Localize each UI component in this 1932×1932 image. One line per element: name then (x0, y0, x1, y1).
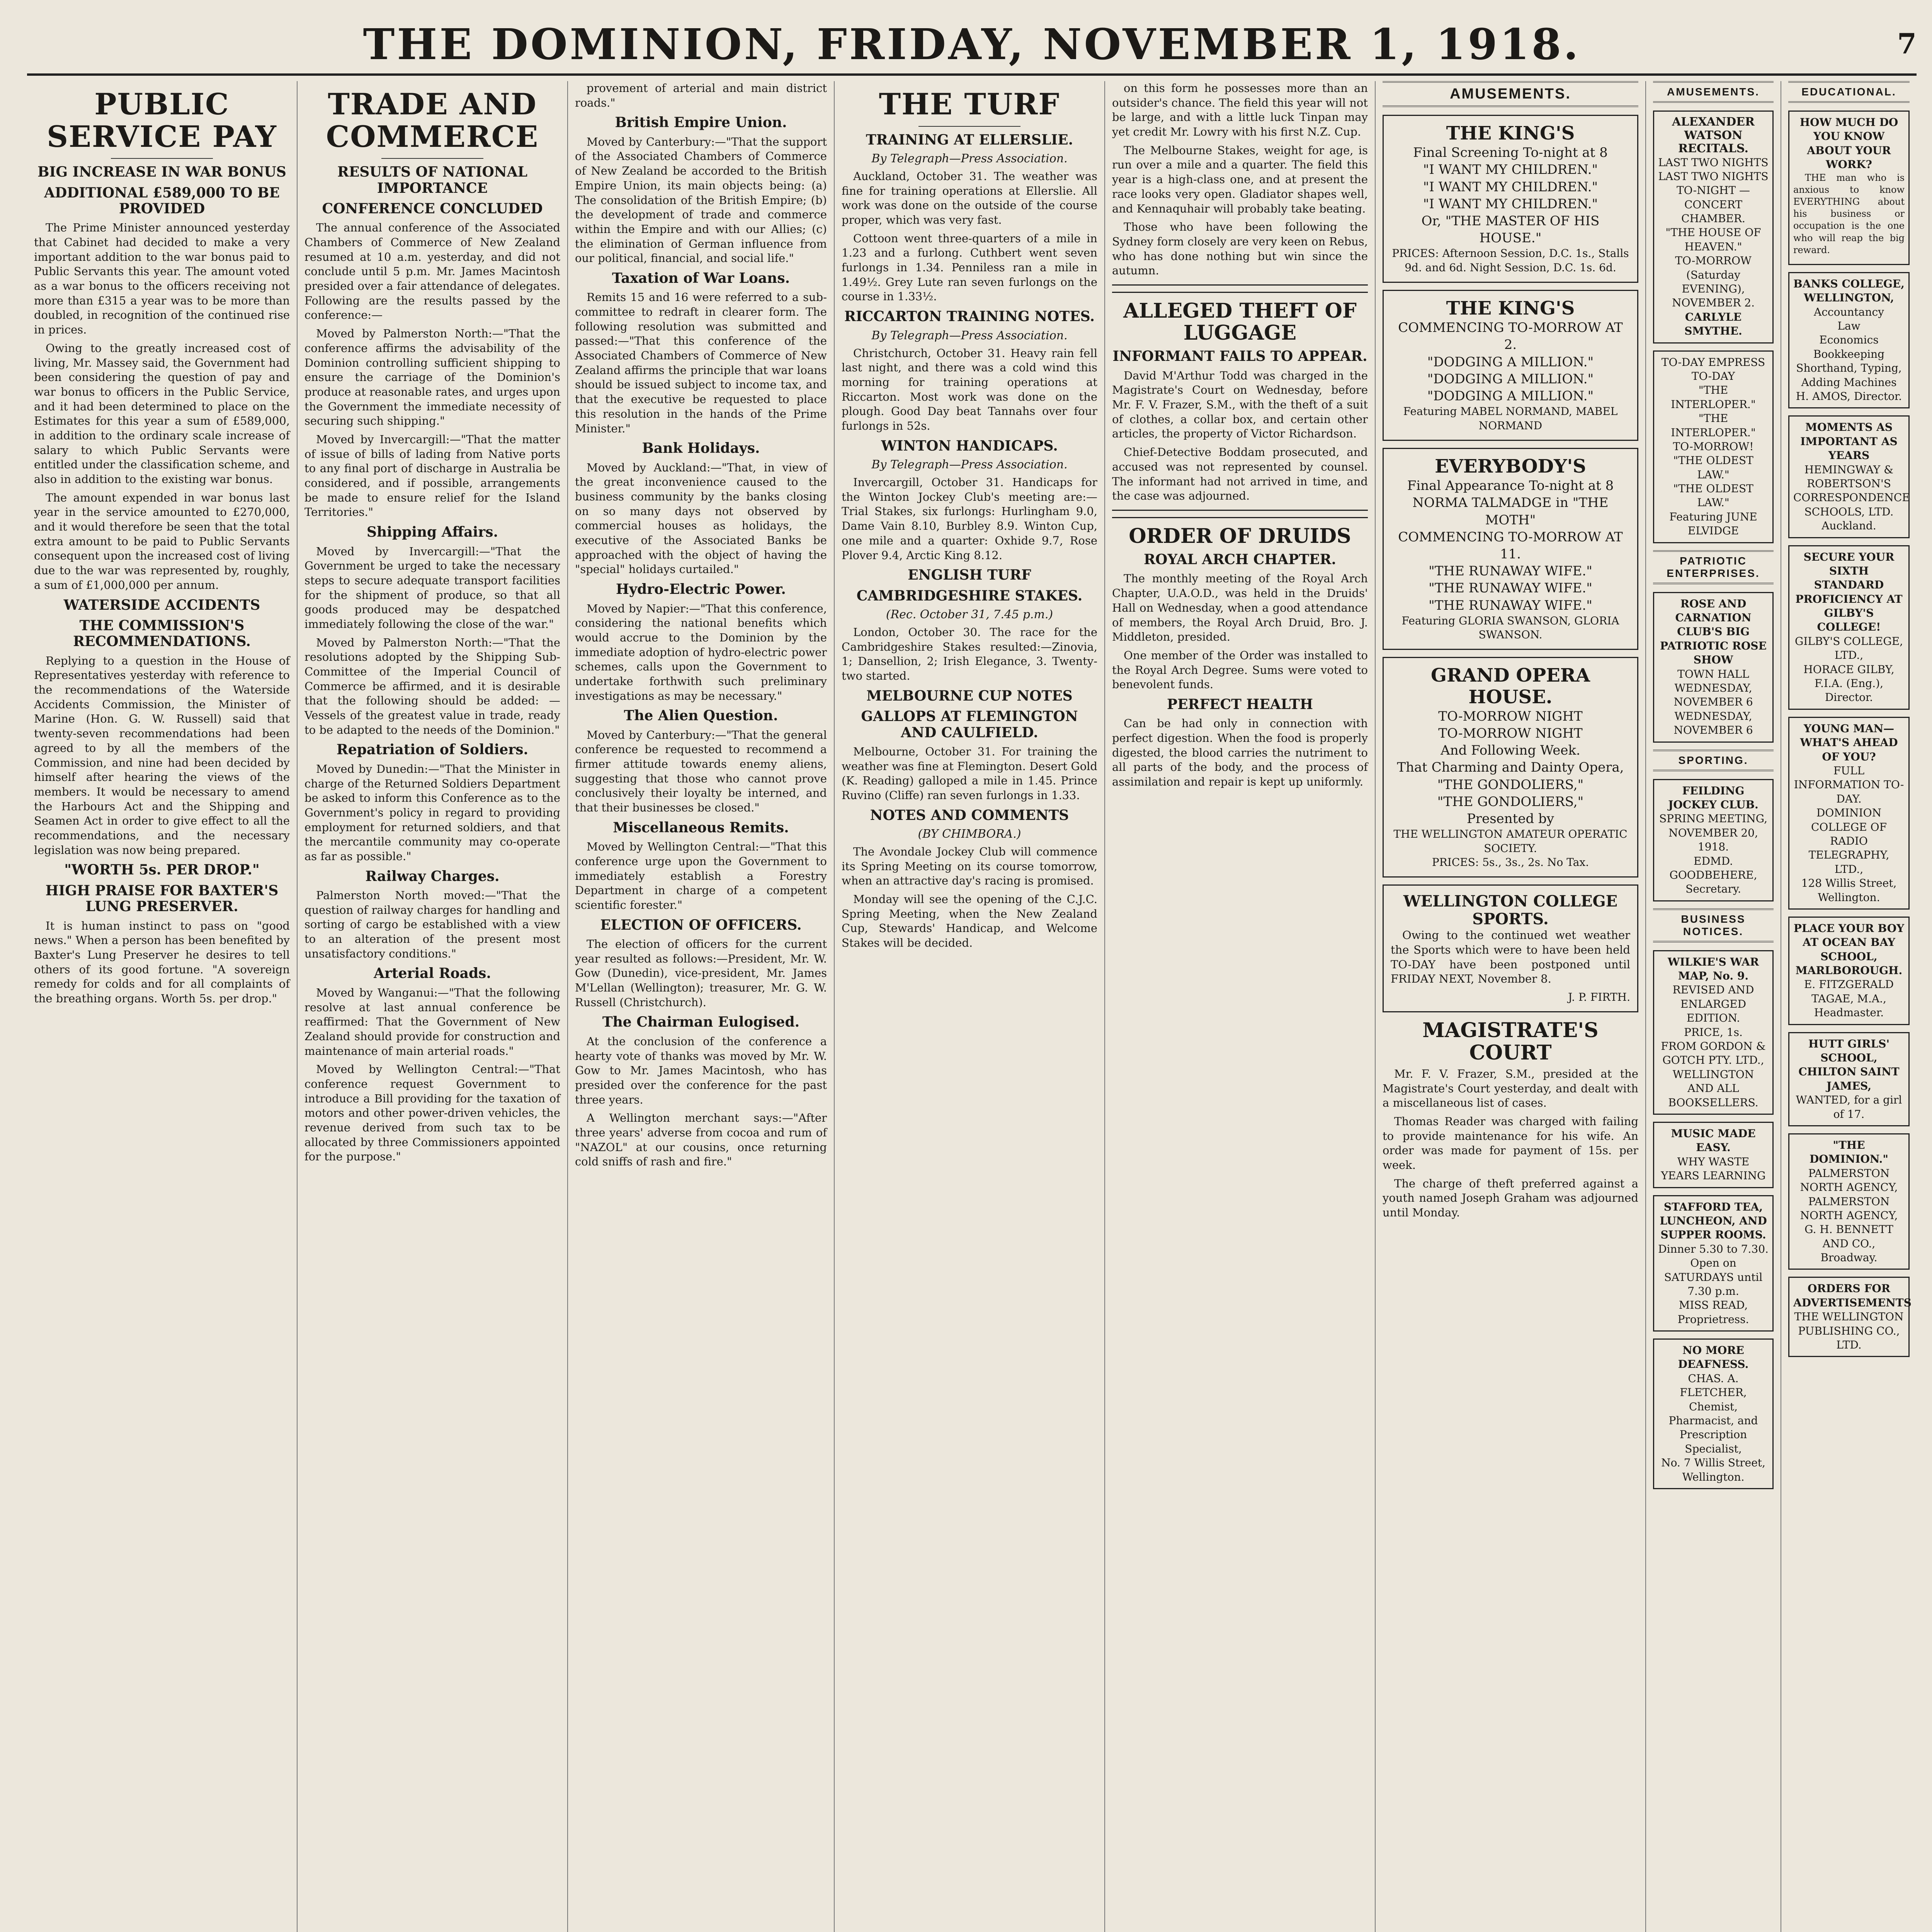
ad-body: Owing to the continued wet weather the Sports which were to have been held TO-DAY have been postponed until FRIDAY NEXT, November 8. (1391, 929, 1630, 986)
ad-line: Final Screening To-night at 8 (1413, 145, 1608, 161)
subhead-baxters: HIGH PRAISE FOR BAXTER'S LUNG PRESERVER. (45, 882, 279, 915)
ad-line: 128 Willis Street, Wellington. (1801, 877, 1897, 904)
ad-title: EVERYBODY'S (1435, 456, 1586, 477)
ad-title: STAFFORD TEA, LUNCHEON, AND SUPPER ROOMS. (1660, 1200, 1767, 1242)
article-paragraph: Moved by Wellington Central:—"That conference request Government to introduce a Bill providing for the taxation of motors and other power-driven vehicles, the revenue derived from such tax to be allocated by three Commissioners appointed for the purpose." (304, 1063, 560, 1163)
ad-line: TO-MORROW (Saturday EVENING), NOVEMBER 2. (1672, 254, 1755, 310)
ad-title: "THE DOMINION." (1810, 1138, 1888, 1166)
ad-title: WILKIE'S WAR MAP, No. 9. (1667, 955, 1759, 983)
ad-line: No. 7 Willis Street, Wellington. (1661, 1456, 1765, 1483)
section-bar-amusements: AMUSEMENTS. (1383, 81, 1638, 107)
heading-hydro-electric: Hydro-Electric Power. (616, 581, 786, 598)
ad-line: "THE INTERLOPER." (1671, 412, 1756, 439)
ad-title: HOW MUCH DO YOU KNOW ABOUT YOUR WORK? (1799, 116, 1898, 171)
ad-line: COMMENCING TO-MORROW AT 11. (1398, 529, 1623, 562)
music-ad (1653, 1122, 1774, 1188)
ad-line: Open on SATURDAYS until 7.30 p.m. (1664, 1257, 1763, 1298)
ad-line: LAST TWO NIGHTS (1658, 156, 1769, 169)
ad-line: EDMD. GOODBEHERE, Secretary. (1669, 854, 1757, 896)
ad-line: REVISED AND ENLARGED EDITION. (1672, 983, 1754, 1025)
heading-alien-question: The Alien Question. (624, 707, 778, 724)
ad-title: SECURE YOUR SIXTH STANDARD PROFICIENCY AT GILBY'S COLLEGE! (1795, 550, 1903, 634)
ad-line: "DODGING A MILLION." (1427, 371, 1594, 387)
ad-line: Dinner 5.30 to 7.30. (1658, 1242, 1769, 1255)
heading-bank-holidays: Bank Holidays. (642, 440, 760, 457)
section-bar-business: BUSINESS NOTICES. (1653, 908, 1774, 942)
ad-line: "THE GONDOLIERS," (1437, 777, 1584, 793)
article-paragraph: Owing to the greatly increased cost of living, Mr. Massey said, the Government had been considering the question of pay and war bonus to officers in the Public Service, and it had been determined to place on the Estimates for this year a sum of £589,000, in addition to the ordinary scale increase of salary to which Public Servants were entitled under the classification scheme, and also in addition to the existing war bonus. (34, 341, 290, 486)
ad-line: WEDNESDAY, NOVEMBER 6 (1673, 709, 1753, 737)
ad-line: AND ALL BOOKSELLERS. (1668, 1082, 1759, 1109)
article-paragraph: provement of arterial and main district roads." (575, 82, 827, 109)
article-paragraph: At the conclusion of the conference a hearty vote of thanks was moved by Mr. W. Gow to Mr. James Macintosh, who has presided over the conference for the past three years. (575, 1034, 827, 1106)
column-public-service (27, 81, 298, 1932)
ad-line: FULL INFORMATION TO-DAY. (1794, 764, 1904, 805)
ad-line: TO-MORROW! (1673, 440, 1754, 453)
ad-line: FROM GORDON & GOTCH PTY. LTD., WELLINGTON (1661, 1040, 1766, 1081)
article-paragraph: Moved by Invercargill:—"That the matter of issue of bills of lading from Native ports to any final port of discharge in Australia be considered, and if possible, arrangements be made to ensure relief for the Island Territories." (304, 432, 560, 519)
byline: By Telegraph—Press Association. (871, 458, 1068, 472)
ad-title: ORDERS FOR ADVERTISEMENTS (1793, 1282, 1912, 1309)
ad-line: "THE OLDEST LAW." (1673, 482, 1753, 509)
divider (918, 126, 1021, 127)
heading-misc-remits: Miscellaneous Remits. (613, 819, 789, 836)
heading-railway-charges: Railway Charges. (365, 868, 500, 884)
subhead-cambridgeshire: CAMBRIDGESHIRE STAKES. (856, 587, 1083, 604)
everybodys-ad (1383, 448, 1638, 650)
column-trade-continued (568, 81, 835, 1932)
article-paragraph: Invercargill, October 31. Handicaps for the Winton Jockey Club's meeting are:— Trial Stakes, six furlongs: Hurlingham 9.0, Dame Vain 8.10, Burbley 8.9. Winton Cup, one mile and a quarter: Oxhide 9.7, Rose Plover 9.4, Arctic King 8.12. (842, 476, 1097, 562)
how-much-ad (1788, 111, 1910, 265)
article-paragraph: Cottoon went three-quarters of a mile in 1.23 and a furlong. Cuthbert went seven furlongs in 1.34. Penniless ran a mile in 1.49½. Grey Lute ran seven furlongs on the course in 1.33½. (842, 231, 1097, 303)
ad-line: MISS READ, Proprietress. (1677, 1299, 1749, 1326)
column-educational (1781, 81, 1917, 1932)
article-paragraph: Moved by Wanganui:—"That the following resolve at last annual conference be reaffirmed: That the Government of New Zealand should provide for construction and maintenance of main arterial roads." (304, 986, 560, 1058)
ad-line: H. AMOS, Director. (1796, 390, 1902, 403)
subhead-national-importance: RESULTS OF NATIONAL IMPORTANCE (337, 164, 527, 196)
subhead-informant: INFORMANT FAILS TO APPEAR. (1112, 348, 1367, 365)
article-paragraph: The annual conference of the Associated Chambers of Commerce of New Zealand resumed at 10 a.m. yesterday, and did not conclude until 5 p.m. Mr. James Macintosh presided over a fair attendance of delegates. Following are the results passed by the conference:— (304, 221, 560, 322)
college-sports-ad (1383, 884, 1638, 1012)
ad-line: THE WELLINGTON PUBLISHING CO., LTD. (1794, 1310, 1904, 1352)
article-paragraph: Moved by Palmerston North:—"That the conference affirms the advisability of the Dominion controlling sufficient shipping to ensure the carriage of the Dominion's produce at reasonable rates, and urges upon the Government the immediate necessity of securing such shipping." (304, 327, 560, 428)
column-amusements-2-body (1646, 81, 1781, 1932)
ad-line: WEDNESDAY, NOVEMBER 6 (1673, 682, 1753, 709)
ad-line: G. H. BENNETT AND CO., Broadway. (1804, 1223, 1893, 1264)
ad-line: HEMINGWAY & ROBERTSON'S CORRESPONDENCE SCHOOLS, LTD. (1793, 463, 1910, 518)
ad-line: "THE RUNAWAY WIFE." (1429, 563, 1592, 579)
article-paragraph: Replying to a question in the House of Representatives yesterday with reference to the recommendations of the Waterside Accidents Commission, the Minister of Marine (Hon. G. W. Russell) said that twenty-seven recommendations had been agreed to by all the members of the Commission, and nine had been decided by himself after hearing the views of the members. It would be necessary to amend the Harbours Act and the Shipping and Seamen Act in order to give effect to all the recommendations, and the necessary legislation was now being prepared. (34, 654, 290, 857)
ad-title: NO MORE DEAFNESS. (1678, 1344, 1749, 1371)
ad-line: E. FITZGERALD TAGAE, M.A., Headmaster. (1804, 978, 1894, 1019)
ad-line: "I WANT MY CHILDREN." (1423, 179, 1598, 195)
section-bar-sporting: SPORTING. (1653, 750, 1774, 771)
heading-melbourne-cup: MELBOURNE CUP NOTES (866, 687, 1073, 704)
ad-line: PALMERSTON NORTH AGENCY, (1800, 1167, 1898, 1194)
ad-prices: PRICES: 5s., 3s., 2s. No Tax. (1432, 855, 1589, 869)
banks-college-ad (1788, 272, 1910, 409)
ad-line: "THE INTERLOPER." (1671, 384, 1756, 411)
article-paragraph: A Wellington merchant says:—"After three years' adverse from cocoa and rum of "NAZOL" at our cousins, once returning cold sniffs of rash and fire." (575, 1111, 827, 1168)
ad-title: HUTT GIRLS' SCHOOL, CHILTON SAINT JAMES, (1798, 1037, 1900, 1092)
article-paragraph: Moved by Dunedin:—"That the Minister in charge of the Returned Soldiers Department be asked to inform this Conference as to the Government's policy in regard to providing employment for returned soldiers, and that the mercantile community may co-operate as far as possible." (304, 762, 560, 863)
headline-druids: ORDER OF DRUIDS (1129, 524, 1351, 548)
article-paragraph: Chief-Detective Boddam prosecuted, and accused was not represented by counsel. The informant had not arrived in time, and the case was adjourned. (1112, 446, 1368, 503)
article-paragraph: Auckland, October 31. The weather was fine for training operations at Ellerslie. All work was done on the outside of the course proper, which was very fast. (842, 169, 1097, 227)
feilding-jockey-ad (1653, 779, 1774, 901)
heading-shipping-affairs: Shipping Affairs. (367, 524, 498, 541)
ad-line: Shorthand, Typing, Adding Machines (1796, 362, 1902, 389)
subhead-additional-funds: ADDITIONAL £589,000 TO BE PROVIDED (44, 184, 280, 217)
ad-title: FEILDING JOCKEY CLUB. (1668, 784, 1759, 811)
ad-line: Final Appearance To-night at 8 (1407, 478, 1614, 494)
heading-british-empire-union: British Empire Union. (615, 114, 787, 131)
ad-line: "I WANT MY CHILDREN." (1423, 196, 1598, 212)
heading-taxation: Taxation of War Loans. (612, 270, 790, 286)
ad-line: "THE GONDOLIERS," (1437, 794, 1584, 810)
subhead-conference-concluded: CONFERENCE CONCLUDED (322, 200, 543, 217)
heading-perfect-health: PERFECT HEALTH (1167, 696, 1313, 713)
ad-line: TO-MORROW NIGHT (1438, 708, 1583, 724)
ad-line: "THE RUNAWAY WIFE." (1429, 597, 1592, 613)
heading-repatriation: Repatriation of Soldiers. (336, 742, 529, 758)
heading-english-turf: ENGLISH TURF (908, 567, 1031, 583)
ad-title: MOMENTS AS IMPORTANT AS YEARS (1800, 421, 1898, 462)
war-map-ad (1653, 950, 1774, 1115)
subhead-war-bonus: BIG INCREASE IN WAR BONUS (37, 164, 286, 180)
byline: (Rec. October 31, 7.45 p.m.) (886, 607, 1053, 621)
empress-ad (1653, 350, 1774, 543)
ad-line: "THE RUNAWAY WIFE." (1429, 580, 1592, 596)
heading-chairman: The Chairman Eulogised. (602, 1014, 800, 1031)
ad-line: Chemist, Pharmacist, and Prescription Specialist, (1668, 1400, 1758, 1455)
ad-line: PALMERSTON NORTH AGENCY, (1800, 1195, 1898, 1222)
column-amusements-1 (1376, 81, 1646, 1932)
ad-line: THE WELLINGTON AMATEUR OPERATIC SOCIETY. (1393, 828, 1628, 855)
article-paragraph: The charge of theft preferred against a youth named Joseph Graham was adjourned until Monday. (1383, 1177, 1638, 1219)
byline: By Telegraph—Press Association. (871, 151, 1068, 165)
ad-line: Or, "THE MASTER OF HIS HOUSE." (1421, 213, 1600, 246)
ad-title: PLACE YOUR BOY AT OCEAN BAY SCHOOL, MARLBOROUGH. (1793, 922, 1905, 977)
ad-line: "I WANT MY CHILDREN." (1423, 162, 1598, 178)
deafness-ad (1653, 1338, 1774, 1489)
heading-arterial-roads: Arterial Roads. (374, 965, 491, 982)
ad-line: TO-DAY EMPRESS TO-DAY (1661, 355, 1765, 383)
ad-line: Presented by (1466, 811, 1554, 827)
article-paragraph: Thomas Reader was charged with failing to provide maintenance for his wife. An order was made for payment of 15s. per week. (1383, 1114, 1638, 1172)
advertisement-orders-ad (1788, 1277, 1910, 1357)
heading-ellerslie: TRAINING AT ELLERSLIE. (866, 131, 1073, 148)
article-paragraph: Christchurch, October 31. Heavy rain fell last night, and there was a cold wind this morning for training operations at Riccarton. Most work was done on the plough. Good Day beat Tannahs over four furlongs in 52s. (842, 346, 1097, 432)
subhead-commission: THE COMMISSION'S RECOMMENDATIONS. (73, 617, 251, 650)
ad-line: That Charming and Dainty Opera, (1397, 760, 1624, 776)
ad-line: TO-MORROW NIGHT (1438, 726, 1583, 742)
ad-line: LAST TWO NIGHTS (1658, 170, 1769, 183)
article-paragraph: The monthly meeting of the Royal Arch Chapter, U.A.O.D., was held in the Druids' Hall on Wednesday, when a good attendance of members, the Royal Arch Druid, Bro. J. Middleton, presided. (1112, 572, 1368, 644)
section-bar-amusements-2: AMUSEMENTS. (1653, 81, 1774, 103)
section-divider (1112, 510, 1368, 518)
ad-line: WANTED, for a girl of 17. (1796, 1094, 1902, 1121)
headline-luggage-theft: ALLEGED THEFT OF LUGGAGE (1123, 299, 1357, 345)
heading-waterside-accidents: WATERSIDE ACCIDENTS (63, 597, 260, 613)
kings-theatre-ad (1383, 115, 1638, 283)
rose-show-ad (1653, 592, 1774, 743)
section-divider (1112, 284, 1368, 293)
article-paragraph: Moved by Canterbury:—"That the support of the Associated Chambers of Commerce of New Zealand be accorded to the British Empire Union, its main objects being: (a) The consolidation of the British Empire; (b) the development of trade and commerce within the Empire and with our Allies; (c) the elimination of German influence from our political, financial, and social life." (575, 135, 827, 265)
ad-line: CHAS. A. FLETCHER, (1680, 1372, 1747, 1399)
article-paragraph: Can be had only in connection with perfect digestion. When the food is properly digested, the blood carries the nutriment to all parts of the body, and the process of assimilation and repair is kept up uniformly. (1112, 717, 1368, 789)
ad-line: Featuring JUNE ELVIDGE (1669, 510, 1757, 537)
ad-line: NORMA TALMADGE in "THE MOTH" (1412, 495, 1609, 528)
ad-line: "DODGING A MILLION." (1427, 388, 1594, 404)
byline: By Telegraph—Press Association. (871, 328, 1068, 342)
ad-line: GILBY'S COLLEGE, LTD., (1794, 634, 1903, 662)
stafford-tea-ad (1653, 1195, 1774, 1332)
ad-line: WHY WASTE YEARS LEARNING (1661, 1155, 1766, 1182)
dominion-agency-ad (1788, 1133, 1910, 1270)
ad-line: Law (1837, 320, 1861, 333)
article-paragraph: David M'Arthur Todd was charged in the Magistrate's Court on Wednesday, before Mr. F. V. Frazer, S.M., with the theft of a suit of clothes, a collar box, and certain other articles, the property of Victor Richardson. (1112, 369, 1368, 440)
heading-worth-per-drop: "WORTH 5s. PER DROP." (64, 862, 260, 878)
ad-line: TOWN HALL (1677, 667, 1749, 680)
article-paragraph: One member of the Order was installed to the Royal Arch Degree. Sums were voted to benevolent funds. (1112, 648, 1368, 691)
article-paragraph: Moved by Canterbury:—"That the general conference be requested to recommend a firmer attitude towards enemy aliens, suggesting that those who cannot prove conclusively their loyalty be interned, and that their businesses be closed." (575, 728, 827, 815)
subhead-gallops: GALLOPS AT FLEMINGTON AND CAULFIELD. (861, 708, 1078, 741)
grand-opera-house-ad (1383, 657, 1638, 878)
column-news (1105, 81, 1376, 1932)
ad-line: TO-NIGHT — CONCERT CHAMBER. (1676, 184, 1750, 225)
hutt-girls-school-ad (1788, 1032, 1910, 1126)
ad-line: Auckland. (1821, 519, 1876, 532)
article-paragraph: Remits 15 and 16 were referred to a sub-committee to redraft in clearer form. The following resolution was submitted and passed:—"That this conference of the Associated Chambers of Commerce of New Zealand affirms the principle that war loans should be issued subject to income tax, and that the executive be requested to place this resolution in the hands of the Prime Minister." (575, 291, 827, 435)
ad-line: HORACE GILBY, F.I.A. (Eng.), Director. (1803, 663, 1895, 704)
heading-winton: WINTON HANDICAPS. (881, 437, 1058, 454)
article-paragraph: London, October 30. The race for the Cambridgeshire Stakes resulted:—Zinovia, 1; Dansellion, 2; Irish Elegance, 3. Twenty-two started. (842, 625, 1097, 683)
article-paragraph: The Melbourne Stakes, weight for age, is run over a mile and a quarter. The field this year is a high-class one, and at present the race looks very open. Gladiator shapes well, and Kennaquhair will probably take beating. (1112, 143, 1368, 215)
ad-line: "THE HOUSE OF HEAVEN." (1665, 226, 1761, 253)
ad-title: YOUNG MAN— WHAT'S AHEAD OF YOU? (1800, 722, 1898, 763)
ad-line: NOVEMBER 20, 1918. (1668, 826, 1758, 854)
headline-turf: THE TURF (879, 87, 1060, 121)
ad-title: MUSIC MADE EASY. (1671, 1127, 1756, 1154)
article-paragraph: Mr. F. V. Frazer, S.M., presided at the Magistrate's Court yesterday, and dealt with a miscellaneous list of cases. (1383, 1067, 1638, 1110)
ad-title: THE KING'S (1446, 122, 1575, 144)
headline-public-service-pay: PUBLIC SERVICE PAY (47, 87, 277, 154)
ad-line: Accountancy (1814, 305, 1884, 318)
column-trade-commerce (298, 81, 568, 1932)
ad-line: And Following Week. (1440, 743, 1580, 759)
gilbys-college-ad (1788, 545, 1910, 710)
article-paragraph: Moved by Auckland:—"That, in view of the great inconvenience caused to the business community by the banks closing on so many days not observed by commercial houses as holidays, the executive of the Associated Banks be approached with the object of having the "special" holidays curtailed." (575, 461, 827, 576)
article-paragraph: The Prime Minister announced yesterday that Cabinet had decided to make a very important addition to the war bonus paid to Public Servants this year. The amount voted as a war bonus to the officers receiving not more than £315 a year was to be more than doubled, in recognition of the continued rise in prices. (34, 221, 290, 337)
article-paragraph: The Avondale Jockey Club will commence its Spring Meeting on its course tomorrow, when an attractive day's racing is promised. (842, 845, 1097, 888)
heading-riccarton: RICCARTON TRAINING NOTES. (844, 308, 1095, 325)
ad-line: Featuring GLORIA SWANSON, GLORIA SWANSON. (1401, 614, 1619, 641)
column-turf (835, 81, 1105, 1932)
ad-title: ROSE AND CARNATION CLUB'S BIG PATRIOTIC ROSE SHOW (1660, 597, 1767, 667)
article-paragraph: Those who have been following the Sydney form closely are very keen on Rebus, who has done nothing but win since the autumn. (1112, 220, 1368, 277)
ad-title: GRAND OPERA HOUSE. (1431, 665, 1590, 708)
section-bar-educational: EDUCATIONAL. (1788, 81, 1910, 103)
ad-line: Featuring MABEL NORMAND, MABEL NORMAND (1403, 405, 1618, 432)
ad-signature: CARLYLE SMYTHE. (1684, 310, 1742, 338)
byline: (BY CHIMBORA.) (918, 827, 1021, 841)
ad-prices: PRICES: Afternoon Session, D.C. 1s., Stalls 9d. and 6d. Night Session, D.C. 1s. 6d. (1392, 247, 1629, 274)
ad-title: BANKS COLLEGE, WELLINGTON, (1793, 277, 1905, 304)
heading-election: ELECTION OF OFFICERS. (600, 917, 802, 933)
headline-magistrates-court: MAGISTRATE'S COURT (1422, 1019, 1599, 1065)
ad-line: PRICE, 1s. (1684, 1026, 1743, 1039)
article-paragraph: on this form he possesses more than an outsider's chance. The field this year will not be large, and with a little luck Tinpan may yet credit Mr. Lowry with his first N.Z. Cup. (1112, 82, 1368, 139)
article-paragraph: Melbourne, October 31. For training the weather was fine at Flemington. Desert Gold (K. Reading) galloped a mile in 1.45. Prince Ruvino (Cliffe) ran seven furlongs in 1.33. (842, 745, 1097, 802)
ad-signature: J. P. FIRTH. (1568, 991, 1630, 1004)
ad-line: Economics (1819, 333, 1879, 347)
ad-line: DOMINION COLLEGE OF RADIO TELEGRAPHY, LTD., (1808, 806, 1889, 876)
ad-title: ALEXANDER WATSON RECITALS. (1672, 115, 1755, 155)
article-paragraph: The election of officers for the current year resulted as follows:—President, Mr. W. Gow (Dunedin), vice-president, Mr. James M'Lellan (Wellington); treasurer, Mr. G. W. Russell (Christchurch). (575, 937, 827, 1009)
ad-line: COMMENCING TO-MORROW AT 2. (1398, 320, 1623, 353)
ocean-bay-school-ad (1788, 917, 1910, 1025)
article-paragraph: It is human instinct to pass on "good news." When a person has been benefited by Baxter's Lung Preserver he desires to tell others of its good fortune. "A sovereign remedy for colds and for all complaints of the breathing organs. Worth 5s. per drop." (34, 919, 290, 1005)
kings-dodging-ad (1383, 290, 1638, 441)
ad-title: WELLINGTON COLLEGE SPORTS. (1403, 892, 1618, 929)
divider (381, 158, 484, 159)
ad-line: "THE OLDEST LAW." (1673, 454, 1753, 481)
ad-line: SPRING MEETING, (1659, 812, 1767, 825)
article-paragraph: The amount expended in war bonus last year in the service amounted to £270,000, and it would therefore be seen that the total extra amount to be paid to Public Servants consequent upon the increased cost of living due to the war was represented by, roughly, a sum of £1,000,000 per annum. (34, 491, 290, 592)
newspaper-title: THE DOMINION, FRIDAY, NOVEMBER 1, 1918. (363, 19, 1581, 69)
newspaper-page (27, 81, 1917, 1932)
ad-line: "DODGING A MILLION." (1427, 354, 1594, 370)
ad-line: Bookkeeping (1813, 347, 1885, 361)
section-bar-patriotic: PATRIOTIC ENTERPRISES. (1653, 550, 1774, 584)
article-paragraph: Moved by Invercargill:—"That the Government be urged to take the necessary steps to secure adequate transport facilities for the shipment of produce, so that all goods produced may be despatched immediately following the close of the war." (304, 544, 560, 631)
ad-body: THE man who is anxious to know EVERYTHING about his business or occupation is the one who will reap the big reward. (1793, 172, 1905, 255)
heading-notes-comments: NOTES AND COMMENTS (870, 807, 1069, 823)
divider (111, 158, 213, 159)
page-number: 7 (1897, 27, 1917, 60)
article-paragraph: Moved by Napier:—"That this conference, considering the national benefits which would accrue to the Dominion by the immediate adoption of hydro-electric power schemes, calls upon the Government to undertake forthwith such preliminary investigations as may be necessary." (575, 602, 827, 702)
article-paragraph: Palmerston North moved:—"That the question of railway charges for handling and sorting of cargo be established with a view to an alteration of the present most unsatisfactory conditions." (304, 889, 560, 960)
article-paragraph: Moved by Palmerston North:—"That the resolutions adopted by the Shipping Sub-Committee of the Imperial Council of Commerce be affirmed, and it is desirable that the following should be added: —Vessels of the greatest value in trade, ready to be adapted to the needs of the Dominion." (304, 636, 560, 736)
headline-trade-commerce: TRADE AND COMMERCE (326, 87, 539, 154)
article-paragraph: Moved by Wellington Central:—"That this conference urge upon the Government to immediately establish a Forestry Department in charge of a competent scientific forester." (575, 840, 827, 912)
ad-title: THE KING'S (1446, 298, 1575, 320)
article-paragraph: Monday will see the opening of the C.J.C. Spring Meeting, when the New Zealand Cup, Stewards' Handicap, and Welcome Stakes will be decided. (842, 893, 1097, 950)
masthead (27, 15, 1917, 76)
moments-ad (1788, 415, 1910, 538)
watson-recitals-ad (1653, 111, 1774, 344)
radio-college-ad (1788, 717, 1910, 910)
subhead-royal-arch: ROYAL ARCH CHAPTER. (1144, 551, 1336, 568)
